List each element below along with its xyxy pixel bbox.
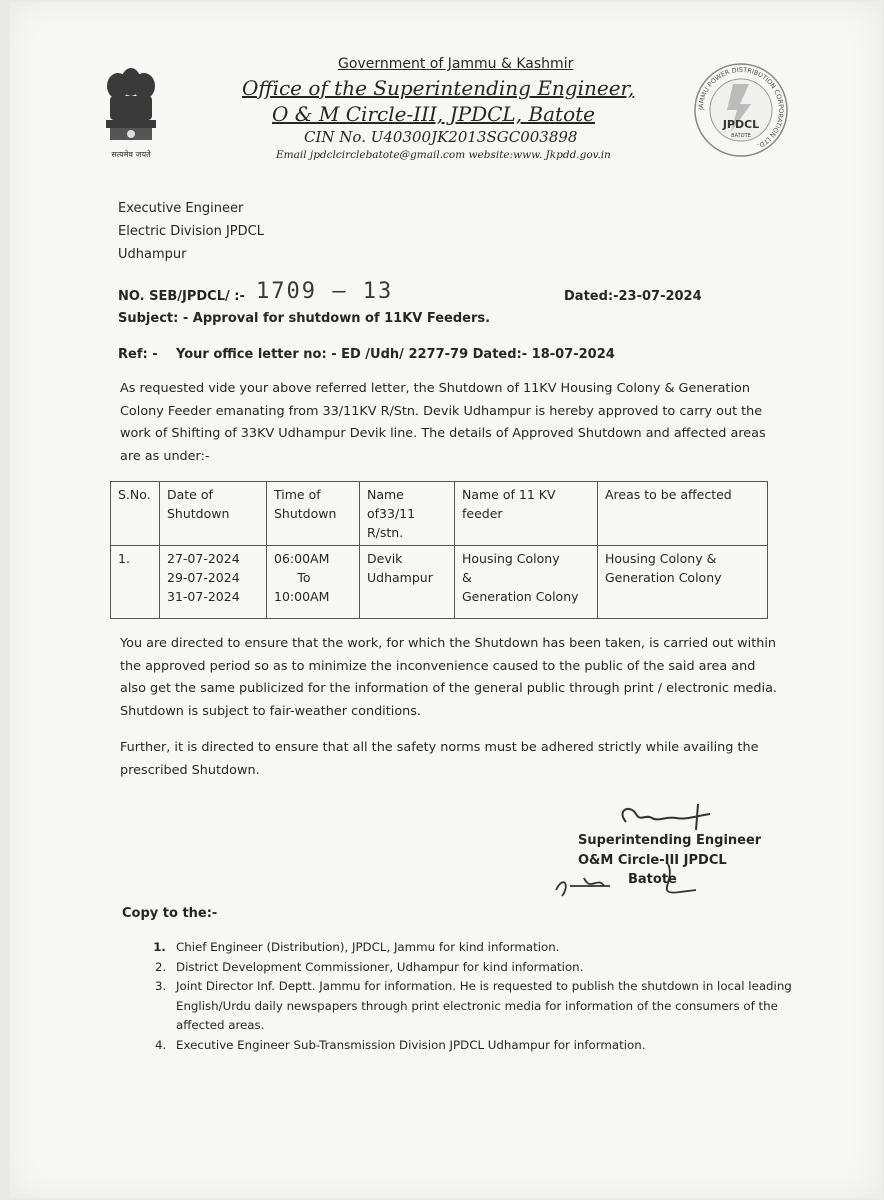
office-title: Office of the Superintending Engineer, (242, 76, 635, 100)
list-item: 4. Executive Engineer Sub-Transmission Division JPDCL Udhampur for information. (170, 1036, 800, 1056)
copy-list (148, 938, 800, 1055)
time-end: 10:00AM (274, 589, 330, 604)
logo-text: JPDCL (722, 118, 760, 131)
rstn-name: Devik (367, 551, 403, 566)
ref-text: Your office letter no: - ED /Udh/ 2277-79 Dated:- 18-07-2024 (176, 347, 615, 362)
jpdcl-logo-icon (693, 62, 789, 158)
table-header-cell: Areas to be affected (598, 482, 768, 546)
letter-date: Dated:-23-07-2024 (564, 289, 702, 304)
time-start: 06:00AM (274, 551, 330, 566)
cin-number: CIN No. U40300JK2013SGC003898 (304, 128, 578, 146)
feeder-line3: Generation Colony (462, 589, 579, 604)
table-header-cell: Name of 11 KV feeder (455, 482, 598, 546)
shutdown-date: 29-07-2024 (167, 570, 240, 585)
areas-line2: Generation Colony (605, 570, 722, 585)
feeder-line2: & (462, 570, 472, 585)
table-row (111, 546, 768, 619)
cell-dates (160, 546, 267, 619)
table-header-cell: Name of33/11 R/stn. (360, 482, 455, 546)
addressee-line2: Electric Division JPDCL (118, 224, 264, 239)
paragraph-approval: As requested vide your above referred letter, the Shutdown of 11KV Housing Colony & Generation Colony Feeder emanating from 33/11KV R/Stn. Devik Udhampur is hereby approved to carry out the work of Shifting of 33KV Udhampur Devik line. The details of Approved Shutdown and affected areas are as under:- (120, 381, 766, 464)
signatory-place: Batote (628, 872, 677, 887)
table-header-cell: Date of Shutdown (160, 482, 267, 546)
cell-feeder (455, 546, 598, 619)
signatory-title: Superintending Engineer (578, 833, 762, 848)
cell-time (267, 546, 360, 619)
table-header-cell: S.No. (111, 482, 160, 546)
letter-number-label: NO. SEB/JPDCL/ :- (118, 289, 245, 304)
addressee-line3: Udhampur (118, 247, 187, 262)
feeder-line1: Housing Colony (462, 551, 560, 566)
cell-rstn (360, 546, 455, 619)
shutdown-date: 31-07-2024 (167, 589, 240, 604)
ref-label: Ref: - (118, 347, 158, 362)
shutdown-table (110, 481, 768, 619)
cell-areas (598, 546, 768, 619)
time-to: To (297, 570, 311, 585)
national-emblem-icon (96, 64, 166, 164)
paragraph-safety: Further, it is directed to ensure that all the safety norms must be adhered strictly while availing the prescribed Shutdown. (120, 740, 759, 778)
logo-ring-text: JAMMU POWER DISTRIBUTION CORPORATION LTD. (696, 65, 786, 150)
government-name: Government of Jammu & Kashmir (338, 56, 574, 72)
signatory-circle: O&M Circle-III JPDCL (578, 853, 727, 868)
shutdown-date: 27-07-2024 (167, 551, 240, 566)
office-circle: O & M Circle-III, JPDCL, Batote (272, 102, 595, 126)
list-item: 2. District Development Commissioner, Udhampur for kind information. (170, 958, 800, 978)
logo-sub: BATOTE (731, 133, 751, 139)
initials-scribble-icon (550, 856, 700, 902)
cell-sno: 1. (111, 546, 160, 619)
table-header-row (111, 482, 768, 546)
letter-number-handwritten: 1709 — 13 (256, 279, 394, 304)
contact-line: Email jpdclcirclebatote@gmail.com website:www. Jkpdd.gov.in (276, 149, 611, 161)
addressee-line1: Executive Engineer (118, 201, 244, 216)
emblem-motto: सत्यमेव जयते (111, 150, 151, 159)
rstn-place: Udhampur (367, 570, 433, 585)
paragraph-directions: You are directed to ensure that the work, for which the Shutdown has been taken, is carried out within the approved period so as to minimize the inconvenience caused to the public of the said area and also get the same publicized for the information of the general public through print / electronic media. Shutdown is subject to fair-weather conditions. (120, 636, 777, 719)
copy-heading: Copy to the:- (122, 906, 218, 921)
subject-line: Subject: - Approval for shutdown of 11KV Feeders. (118, 311, 491, 326)
list-item: 3. Joint Director Inf. Deptt. Jammu for information. He is requested to publish the shutdown in local leading English/Urdu daily newspapers through print electronic media for information of the consumers of the affected areas. (170, 977, 800, 1036)
table-header-cell: Time of Shutdown (267, 482, 360, 546)
areas-line1: Housing Colony & (605, 551, 717, 566)
list-item: 1. Chief Engineer (Distribution), JPDCL, Jammu for kind information. (170, 938, 800, 958)
